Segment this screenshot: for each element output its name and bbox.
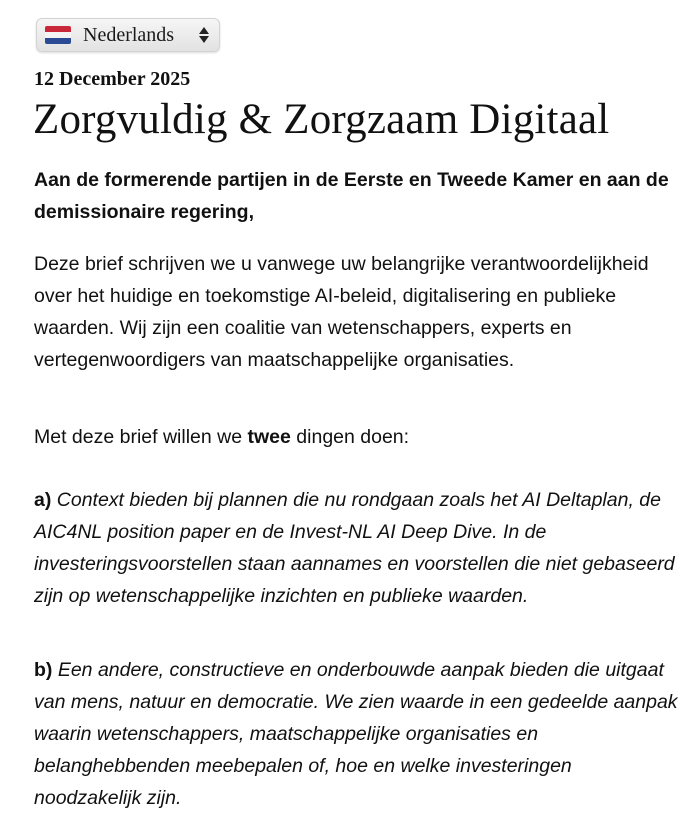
purpose-text-after: dingen doen:: [290, 426, 410, 448]
intro-paragraph: Deze brief schrijven we u vanwege uw belangrijke verantwoordelijkheid over het huidige en toekomstige AI-beleid, digitalisering en publieke waarden. Wij zijn een coalitie van wetenschappers, experts en vertegenwoordigers van maatschappelijke organisaties.: [34, 253, 649, 371]
language-selector-label: Nederlands: [83, 23, 175, 46]
purpose-text-before: Met deze brief willen we: [34, 426, 248, 448]
netherlands-flag-icon: [45, 26, 71, 44]
point-a-marker: a): [34, 489, 52, 511]
salutation: Aan de formerende partijen in de Eerste en Tweede Kamer en aan de demissionaire regering,: [34, 169, 669, 223]
point-a: [34, 484, 684, 612]
point-a-text: Context bieden bij plannen die nu rondgaan zoals het AI Deltaplan, de AIC4NL position paper en de Invest-NL AI Deep Dive. In de investeringsvoorstellen staan aannames en voorstellen die niet gebaseerd zijn op wetenschappelijke inzichten en publieke waarden.: [34, 489, 675, 607]
publication-date: 12 December 2025: [34, 68, 191, 90]
up-down-chevron-icon: [197, 27, 211, 43]
point-b: [34, 654, 684, 814]
point-b-marker: b): [34, 659, 53, 681]
page-title: Zorgvuldig & Zorgzaam Digitaal: [33, 96, 610, 143]
point-b-text: Een andere, constructieve en onderbouwde aanpak bieden die uitgaat van mens, natuur en democratie. We zien waarde in een gedeelde aanpak waarin wetenschappers, maatschappelijke organisaties en belanghebbenden meebepalen of, hoe en welke investeringen noodzakelijk zijn.: [34, 659, 678, 809]
purpose-emphasis: twee: [247, 426, 291, 448]
language-selector[interactable]: [36, 18, 220, 52]
purpose-paragraph: [34, 421, 684, 453]
